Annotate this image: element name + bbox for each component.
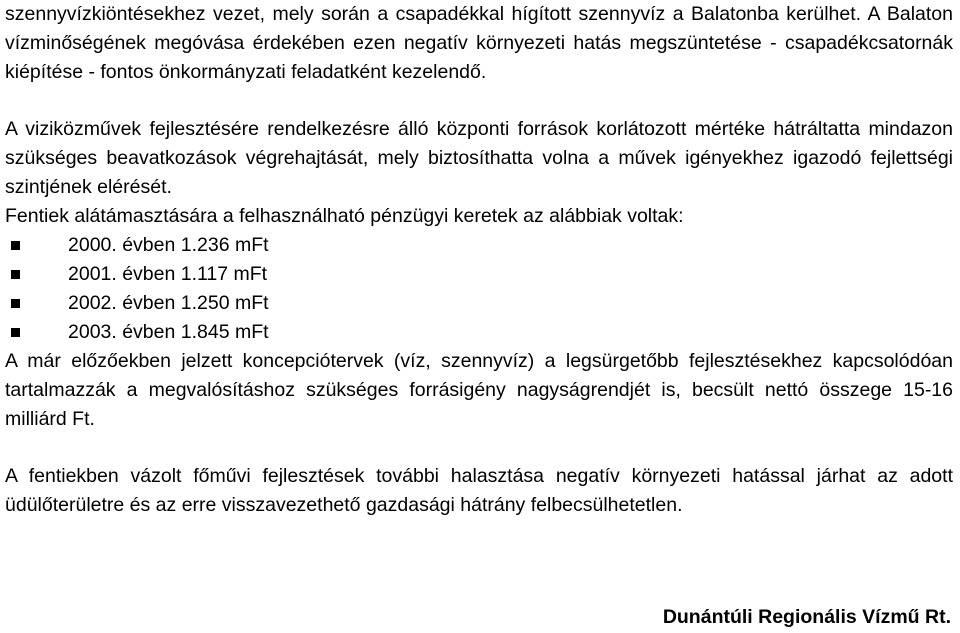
document-body [5,0,953,520]
list-item-text: 2002. évben 1.250 mFt [68,292,269,314]
square-bullet-icon [11,270,20,279]
paragraph-spacer [5,87,953,115]
square-bullet-icon [11,299,20,308]
list-item-text: 2001. évben 1.117 mFt [68,263,268,285]
paragraph-funding-intro: Fentiek alátámasztására a felhasználható pénzügyi keretek az alábbiak voltak: [5,205,684,227]
list-item [5,231,953,260]
paragraph-stormwater: szennyvízkiöntésekhez vezet, mely során a csapadékkal hígított szennyvíz a Balatonba kerülhet. A Balaton vízminőségének megóvása érdekében ezen negatív környezeti hatás megszüntetése - csapadékcsatornák kiépítése - fontos önkormányzati feladatként kezelendő. [5,3,953,83]
funding-list [5,231,953,347]
list-item-text: 2000. évben 1.236 mFt [68,234,269,256]
square-bullet-icon [11,328,20,337]
signature: Dunántúli Regionális Vízmű Rt. [662,606,951,628]
list-item [5,289,953,318]
paragraph-funding-limits: A viziközművek fejlesztésére rendelkezésre álló központi források korlátozott mértéke hátráltatta mindazon szükséges beavatkozások végrehajtását, mely biztosíthatta volna a művek igényekhez igazodó fejlettségi szintjének elérését. [5,118,953,198]
paragraph-spacer [5,434,953,462]
list-item [5,318,953,347]
list-item-text: 2003. évben 1.845 mFt [68,321,269,343]
square-bullet-icon [11,241,20,250]
paragraph-concept-plans: A már előzőekben jelzett koncepciótervek (víz, szennyvíz) a legsürgetőbb fejlesztésekhez kapcsolódóan tartalmazzák a megvalósításhoz szükséges forrásigény nagyságrendjét is, becsült nettó összege 15-16 milliárd Ft. [5,350,953,430]
paragraph-delay-impact: A fentiekben vázolt főművi fejlesztések további halasztása negatív környezeti hatással járhat az adott üdülőterületre és az erre visszavezethető gazdasági hátrány felbecsülhetetlen. [5,465,953,516]
list-item [5,260,953,289]
